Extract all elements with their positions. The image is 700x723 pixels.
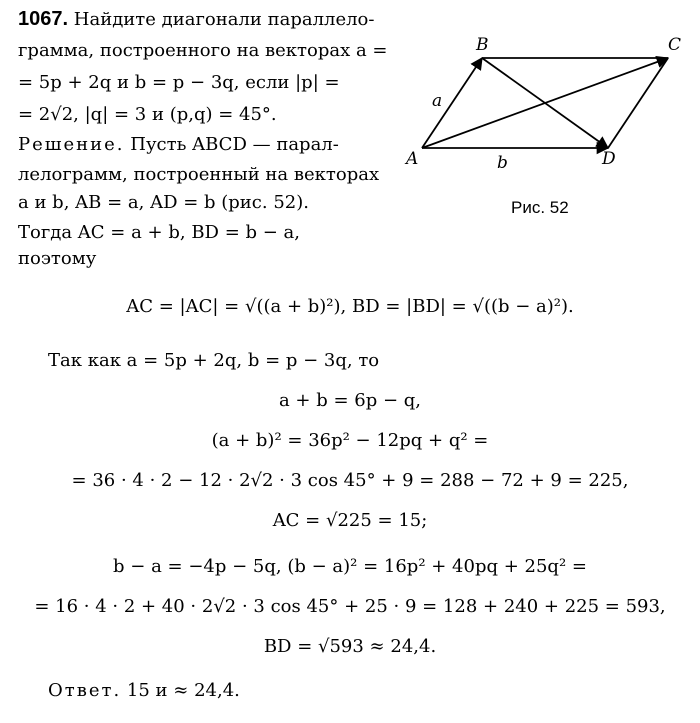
point-c-label: C bbox=[668, 35, 682, 55]
solution-text-1: Пусть ABCD — парал- bbox=[130, 134, 339, 155]
solution-line-4: Тогда AC = a + b, BD = b − a, bbox=[18, 222, 301, 243]
solution-line-3: a и b, AB = a, AD = b (рис. 52). bbox=[18, 192, 309, 213]
parallelogram-figure bbox=[400, 30, 700, 190]
formula-2: Так как a = 5p + 2q, b = p − 3q, то bbox=[48, 350, 380, 371]
point-b-label: B bbox=[476, 35, 489, 55]
formula-6: AC = √225 = 15; bbox=[272, 510, 428, 531]
problem-text-1: Найдите диагонали параллело- bbox=[73, 9, 375, 30]
formula-8: = 16 · 4 · 2 + 40 · 2√2 · 3 cos 45° + 25 · 9 = 128 + 240 + 225 = 593, bbox=[34, 596, 666, 617]
solution-line-2: лелограмм, построенный на векторах bbox=[18, 164, 380, 185]
formula-7: b − a = −4p − 5q, (b − a)² = 16p² + 40pq + 25q² = bbox=[113, 556, 587, 577]
formula-1: AC = |AC| = √((a + b)²), BD = |BD| = √((b − a)²). bbox=[126, 296, 574, 317]
problem-number: 1067. bbox=[18, 8, 69, 30]
answer-line bbox=[48, 680, 240, 702]
diagonal-bd bbox=[482, 58, 608, 148]
formula-9: BD = √593 ≈ 24,4. bbox=[263, 636, 437, 657]
vector-a-label: a bbox=[432, 91, 443, 111]
answer-text: 15 и ≈ 24,4. bbox=[126, 680, 240, 701]
point-d-label: D bbox=[602, 149, 616, 169]
vector-b-label: b bbox=[497, 153, 508, 173]
formula-4: (a + b)² = 36p² − 12pq + q² = bbox=[211, 430, 489, 451]
solution-label: Решение. bbox=[18, 134, 125, 155]
problem-line-4: = 2√2, |q| = 3 и (p,q) = 45°. bbox=[18, 104, 277, 125]
figure-caption: Рис. 52 bbox=[511, 198, 569, 217]
side-cd bbox=[608, 58, 668, 148]
formula-5: = 36 · 4 · 2 − 12 · 2√2 · 3 cos 45° + 9 = 288 − 72 + 9 = 225, bbox=[71, 470, 629, 491]
problem-line-1 bbox=[18, 8, 374, 31]
formula-3: a + b = 6p − q, bbox=[278, 390, 422, 411]
problem-line-2: грамма, построенного на векторах a = bbox=[18, 40, 388, 61]
side-ab bbox=[422, 58, 482, 148]
problem-line-3: = 5p + 2q и b = p − 3q, если |p| = bbox=[18, 72, 340, 93]
answer-label: Ответ. bbox=[48, 680, 122, 701]
point-a-label: A bbox=[406, 149, 419, 169]
solution-line-5: поэтому bbox=[18, 248, 97, 269]
solution-line-1 bbox=[18, 134, 339, 156]
